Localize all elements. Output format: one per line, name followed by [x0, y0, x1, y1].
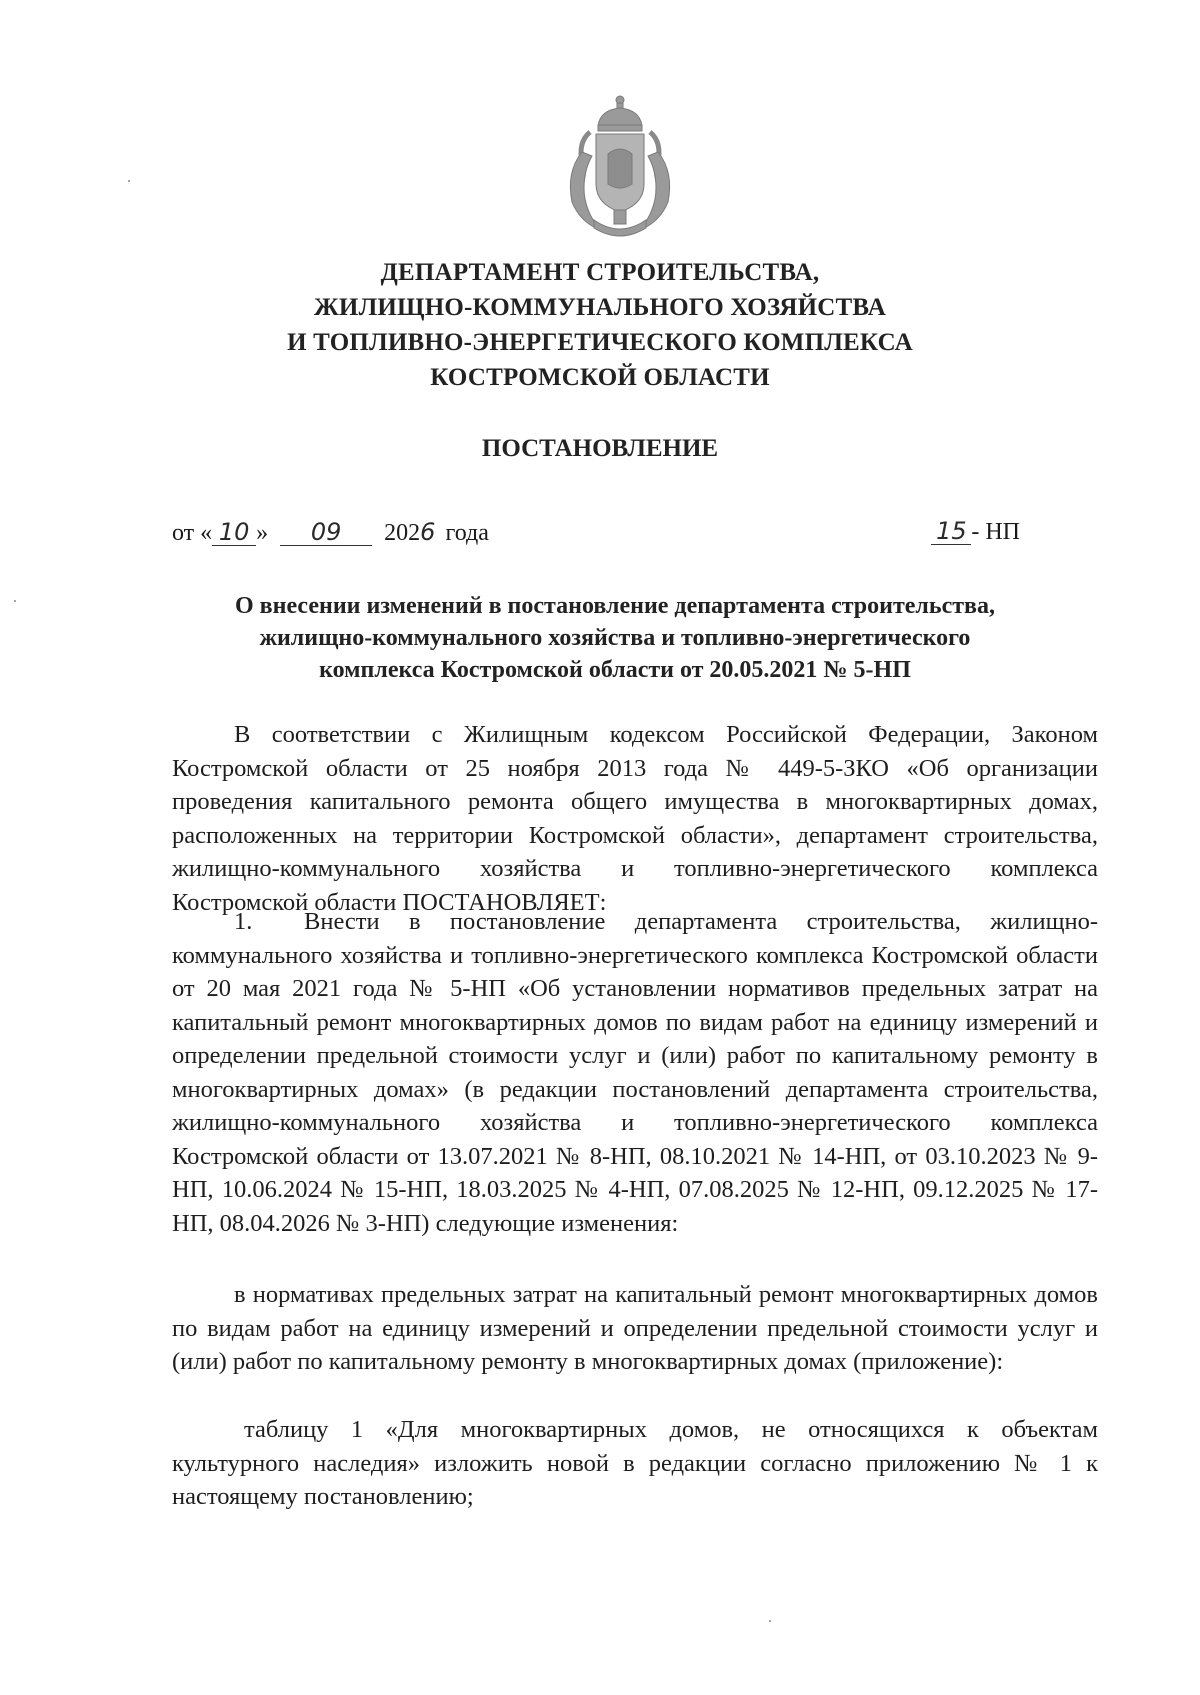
sub-paragraph: в нормативах предельных затрат на капитальный ремонт многоквартирных домов по видам работ на единицу измерений и определении предельной стоимости услуг и (или) работ по капитальному ремонту в многоквартирных домах (приложение): — [172, 1281, 1098, 1375]
date-year-prefix: 202 — [384, 520, 421, 546]
document-number — [931, 518, 1020, 546]
subject-line: комплекса Костромской области от 20.05.2021 № 5-НП — [319, 657, 911, 683]
document-subject — [150, 590, 1080, 686]
date-mid: » — [256, 520, 269, 546]
item-1-paragraph — [172, 905, 1098, 1240]
scan-speck — [128, 180, 130, 182]
org-line: ЖИЛИЩНО-КОММУНАЛЬНОГО ХОЗЯЙСТВА — [314, 294, 886, 321]
date-prefix: от « — [172, 520, 213, 546]
coat-of-arms-icon — [560, 92, 680, 242]
organization-name — [0, 255, 1200, 395]
document-type: ПОСТАНОВЛЕНИЕ — [481, 435, 719, 462]
item-text: Внести в постановление департамента строительства, жилищно-коммунального хозяйства и топливно-энергетического комплекса Костромской области от 20 мая 2021 года № 5-НП «Об установлении нормативов предельных затрат на капитальный ремонт многоквартирных домов по видам работ на единицу измерений и определении предельной стоимости услуг и (или) работ по капитальному ремонту в многоквартирных домах» (в редакции постановлений департамента строительства, жилищно-коммунального хозяйства и топливно-энергетического комплекса Костромской области от 13.07.2021 № 8-НП, 08.10.2021 № 14-НП, от 03.10.2023 № 9-НП, 10.06.2024 № 15-НП, 18.03.2025 № 4-НП, 07.08.2025 № 12-НП, 09.12.2025 № 17-НП, 08.04.2026 № 3-НП) следующие изменения: — [172, 908, 1098, 1237]
org-line: ДЕПАРТАМЕНТ СТРОИТЕЛЬСТВА, — [380, 259, 820, 286]
date-month: 09 — [280, 519, 372, 546]
subject-line: О внесении изменений в постановление департамента строительства, — [235, 593, 995, 619]
org-line: И ТОПЛИВНО-ЭНЕРГЕТИЧЕСКОГО КОМПЛЕКСА — [287, 329, 913, 356]
scan-speck — [14, 600, 16, 602]
number-suffix: - НП — [971, 519, 1020, 545]
table-paragraph: таблицу 1 «Для многоквартирных домов, не относящихся к объектам культурного наследия» изложить новой в редакции согласно приложению № 1 к настоящему постановлению; — [172, 1416, 1098, 1510]
date-day: 10 — [212, 519, 256, 546]
subject-line: жилищно-коммунального хозяйства и топливно-энергетического — [259, 625, 971, 651]
item-number: 1. — [234, 908, 253, 935]
date-number-line — [172, 518, 1022, 550]
date-suffix: года — [445, 520, 489, 546]
scan-speck — [769, 1620, 771, 1622]
number-value: 15 — [931, 518, 971, 545]
date-year-digit: 6 — [420, 518, 436, 546]
org-line: КОСТРОМСКОЙ ОБЛАСТИ — [430, 364, 770, 391]
document-date — [172, 518, 489, 547]
preamble-paragraph: В соответствии с Жилищным кодексом Российской Федерации, Законом Костромской области от 25 ноября 2013 года № 449-5-ЗКО «Об организации проведения капитального ремонта общего имущества в многоквартирных домах, расположенных на территории Костромской области», департамент строительства, жилищно-коммунального хозяйства и топливно-энергетического комплекса Костромской области ПОСТАНОВЛЯЕТ: — [172, 721, 1098, 916]
